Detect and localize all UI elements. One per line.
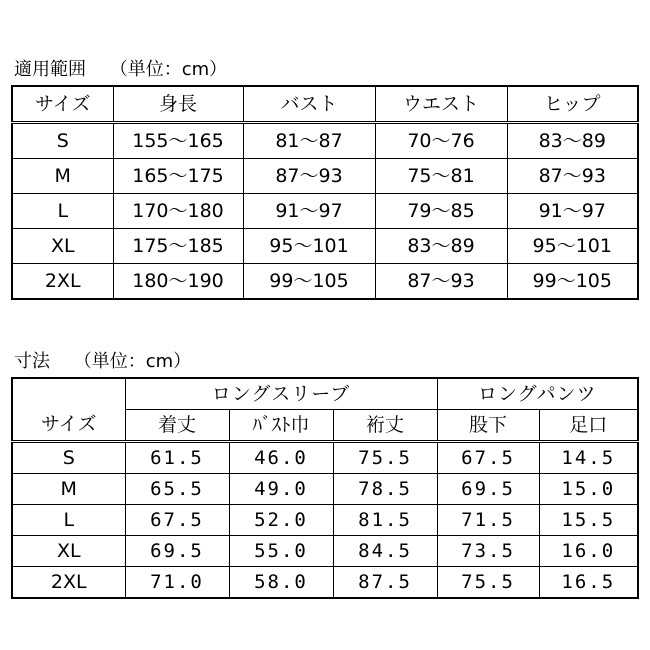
table2-cell-hem: 14.5 (539, 442, 638, 474)
table1-cell-size: L (12, 194, 113, 229)
table2-cell-hem: 15.5 (539, 505, 638, 536)
table2-header-length: 着丈 (125, 410, 229, 442)
table1-row (12, 159, 638, 194)
table1-row (12, 194, 638, 229)
table1-cell-bust: 91～97 (243, 194, 375, 229)
table2-caption: 寸法 （単位：cm） (14, 351, 192, 372)
table1-cell-waist: 75～81 (375, 159, 507, 194)
table1-cell-hip: 91～97 (507, 194, 638, 229)
applicable-range-table (11, 85, 639, 300)
table1-cell-height: 165～175 (113, 159, 243, 194)
table2-cell-length: 71.0 (125, 567, 229, 599)
table1-caption: 適用範囲 （単位：cm） (14, 59, 228, 80)
table1-header-bust: バスト (243, 86, 375, 123)
table2-row (12, 505, 638, 536)
table2-cell-inseam: 69.5 (437, 474, 539, 505)
table2-cell-sleeve-length: 87.5 (333, 567, 437, 599)
table2-cell-size: 2XL (12, 567, 125, 599)
table1-cell-hip: 99～105 (507, 264, 638, 300)
table2-cell-size: XL (12, 536, 125, 567)
table1-row (12, 123, 638, 159)
table2-row (12, 536, 638, 567)
table1-cell-waist: 87～93 (375, 264, 507, 300)
table1-cell-size: M (12, 159, 113, 194)
table2-row (12, 442, 638, 474)
table2-header-bust-width: ﾊﾞｽﾄ巾 (229, 410, 333, 442)
table1-cell-height: 170～180 (113, 194, 243, 229)
table1-cell-height: 155～165 (113, 123, 243, 159)
table1-cell-size: 2XL (12, 264, 113, 300)
table1-cell-height: 180～190 (113, 264, 243, 300)
table1-header-hip: ヒップ (507, 86, 638, 123)
table1-cell-hip: 87～93 (507, 159, 638, 194)
table1-cell-bust: 81～87 (243, 123, 375, 159)
table1-cell-hip: 95～101 (507, 229, 638, 264)
table2-cell-length: 61.5 (125, 442, 229, 474)
table2-cell-inseam: 71.5 (437, 505, 539, 536)
table1-cell-waist: 70～76 (375, 123, 507, 159)
table1-cell-waist: 79～85 (375, 194, 507, 229)
table1-cell-bust: 95～101 (243, 229, 375, 264)
table2-cell-size: S (12, 442, 125, 474)
table2-cell-inseam: 67.5 (437, 442, 539, 474)
table1-cell-height: 175～185 (113, 229, 243, 264)
table2-cell-size: L (12, 505, 125, 536)
table1-header-height: 身長 (113, 86, 243, 123)
table2-group-long-pants: ロングパンツ (437, 378, 638, 410)
table1-row (12, 229, 638, 264)
table2-cell-length: 69.5 (125, 536, 229, 567)
table1-cell-waist: 83～89 (375, 229, 507, 264)
table2-header-hem: 足口 (539, 410, 638, 442)
table2-header-row (12, 410, 638, 442)
table2-cell-bust-width: 55.0 (229, 536, 333, 567)
table2-cell-sleeve-length: 84.5 (333, 536, 437, 567)
table1-cell-bust: 99～105 (243, 264, 375, 300)
table1-cell-size: S (12, 123, 113, 159)
table2-group-long-sleeve: ロングスリーブ (125, 378, 437, 410)
table2-cell-length: 67.5 (125, 505, 229, 536)
table1-header-size: サイズ (12, 86, 113, 123)
table2-header-sleeve-length: 裄丈 (333, 410, 437, 442)
table2-cell-bust-width: 49.0 (229, 474, 333, 505)
table2-cell-sleeve-length: 78.5 (333, 474, 437, 505)
table1-row (12, 264, 638, 300)
table1-cell-bust: 87～93 (243, 159, 375, 194)
table2-cell-bust-width: 58.0 (229, 567, 333, 599)
table1-header-row (12, 86, 638, 123)
table2-cell-hem: 16.0 (539, 536, 638, 567)
table1-header-waist: ウエスト (375, 86, 507, 123)
table2-cell-sleeve-length: 81.5 (333, 505, 437, 536)
table1-cell-size: XL (12, 229, 113, 264)
table1-cell-hip: 83～89 (507, 123, 638, 159)
table2-cell-bust-width: 52.0 (229, 505, 333, 536)
table2-row (12, 474, 638, 505)
table2-cell-inseam: 75.5 (437, 567, 539, 599)
table2-cell-hem: 16.5 (539, 567, 638, 599)
table2-cell-bust-width: 46.0 (229, 442, 333, 474)
table2-cell-inseam: 73.5 (437, 536, 539, 567)
table2-cell-length: 65.5 (125, 474, 229, 505)
table2-header-size: サイズ (12, 410, 125, 442)
table2-row (12, 567, 638, 599)
table2-cell-sleeve-length: 75.5 (333, 442, 437, 474)
table2-header-inseam: 股下 (437, 410, 539, 442)
table2-cell-size: M (12, 474, 125, 505)
table2-cell-hem: 15.0 (539, 474, 638, 505)
table2-group-row (12, 378, 638, 410)
table2-blank-corner (12, 378, 125, 410)
dimensions-table (11, 377, 639, 599)
